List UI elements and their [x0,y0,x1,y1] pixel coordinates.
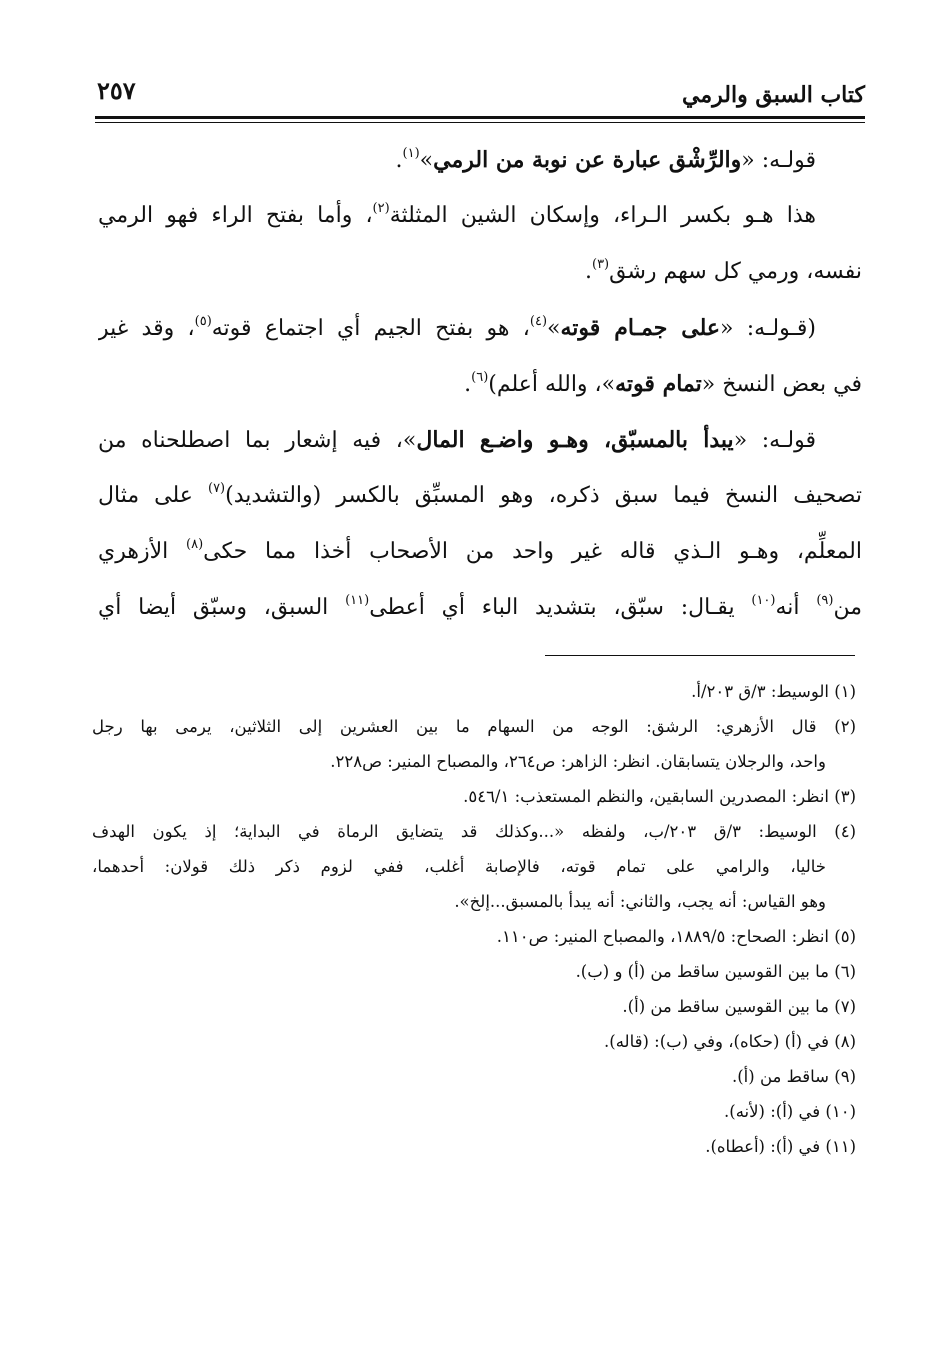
footnote: (٧) ما بين القوسين ساقط من (أ). [622,997,856,1016]
header-rule-thin [95,122,865,123]
footnote: (١٠) في (أ): (لأنه). [724,1102,856,1121]
quoted-term: تمام قوته [615,371,702,397]
text-run: . [464,372,472,397]
text-line-5 [98,356,862,412]
running-title: كتاب السبق والرمي [682,82,865,108]
quoted-term: يبدأ بالمسبّق، وهـو واضـع المال [416,427,734,453]
page-header [95,68,865,120]
footnote-ref: (٩) [816,593,834,608]
quoted-term: على جمـام قوته [560,315,721,341]
text-run: هذا هـو بكسر الـراء، وإسكان الشين المثلثة [389,203,816,228]
text-run: » [419,148,434,173]
text-line-2 [98,188,862,244]
footnote-ref: (٥) [194,314,212,329]
text-run: تصحيف النسخ فيما سبق ذكره، وهو المسبِّق بالكسر (والتشديد) [225,483,862,508]
page-number: ٢٥٧ [97,76,136,105]
text-run: ، هو بفتح الجيم أي اجتماع قوته [211,316,530,341]
footnotes [92,674,856,1164]
text-run: نفسه، ورمي كل سهم رشق [609,259,862,284]
footnote: (٨) في (أ) (حكاه)، وفي (ب): (قاله). [604,1032,856,1051]
text-run: . [584,259,592,284]
text-run: (قـولـه: « [720,316,817,341]
footnote-separator [545,655,855,656]
text-run: على مثال [98,483,208,508]
text-run: »، فيه إشعار بما اصطلحناه من [98,428,417,453]
footnote-ref: (١) [402,146,420,161]
text-run: في بعض النسخ « [701,372,862,397]
text-line-3 [98,244,862,300]
text-run: . [395,148,403,173]
text-line-9 [98,580,862,636]
footnote: (١) الوسيط: ٣/ق ٢٠٣/أ. [691,682,856,701]
footnote-ref: (٢) [372,201,390,216]
footnote: (٣) انظر: المصدرين السابقين، والنظم المستعذب: ٥٤٦/١. [463,787,856,806]
footnote-ref: (٧) [207,481,226,496]
footnote: (٢) قال الأزهري: الرشق: الوجه من السهام ما بين العشرين إلى الثلاثين، يرمى بها رجل [92,717,856,736]
footnote-continuation: خاليا، والرامي على تمام قوته، فالإصابة أغلب، ففي لزوم ذكر ذلك قولان: أحدهما، [92,857,826,876]
text-run: قولـه: « [741,148,816,173]
footnote: (٤) الوسيط: ٣/ق ٢٠٣/ب، ولفظه «...وكذلك قد يتضايق الرماة في البداية؛ إذ يكون الهدف [92,822,856,841]
quoted-term: والرِّشْق عبارة عن نوبة من الرمي [433,147,742,173]
text-run: الأزهري [98,539,187,564]
footnote-continuation: وهو القياس: أنه يجب، والثاني: أنه يبدأ بالمسبق...إلخ». [454,892,826,911]
text-run: السبق، وسبّق أيضا أي [98,595,346,620]
footnote-continuation: واحد، والرجلان يتسابقان. انظر: الزاهر: ص٢٦٤، والمصباح المنير: ص٢٢٨. [330,752,826,771]
footnote: (١١) في (أ): (أعطاه). [705,1137,856,1156]
footnote-ref: (٣) [591,257,610,272]
text-line-1 [98,132,862,188]
footnote-ref: (٤) [529,314,548,329]
text-run: ، وقد غير [98,316,195,341]
footnote: (٦) ما بين القوسين ساقط من (أ) و (ب). [575,962,856,981]
main-text [98,132,862,636]
text-line-6 [98,412,862,468]
footnote: (٥) انظر: الصحاح: ١٨٨٩/٥، والمصباح المنير: ص١١٠. [496,927,856,946]
text-run: أنه [775,595,817,620]
text-run: »، والله أعلم) [488,372,616,397]
text-run: المعلِّم، وهـو الـذي قاله غير واحد من الأصحاب أخذا مما حكى [203,539,862,564]
footnote-ref: (١٠) [751,593,776,608]
text-run: يقـال: سبّق، بتشديد الباء أي أعطى [369,595,752,620]
footnote-ref: (٦) [471,370,489,385]
text-run: قولـه: « [733,428,816,453]
header-rule-thick [95,116,865,119]
footnote-ref: (١١) [345,593,370,608]
text-line-7 [98,468,862,524]
text-line-4 [98,300,862,356]
footnote: (٩) ساقط من (أ). [732,1067,856,1086]
footnote-ref: (٨) [186,537,204,552]
text-run: » [547,316,561,341]
text-run: ، وأما بفتح الراء فهو الرمي [98,203,373,228]
text-run: من [833,595,862,620]
text-line-8 [98,524,862,580]
